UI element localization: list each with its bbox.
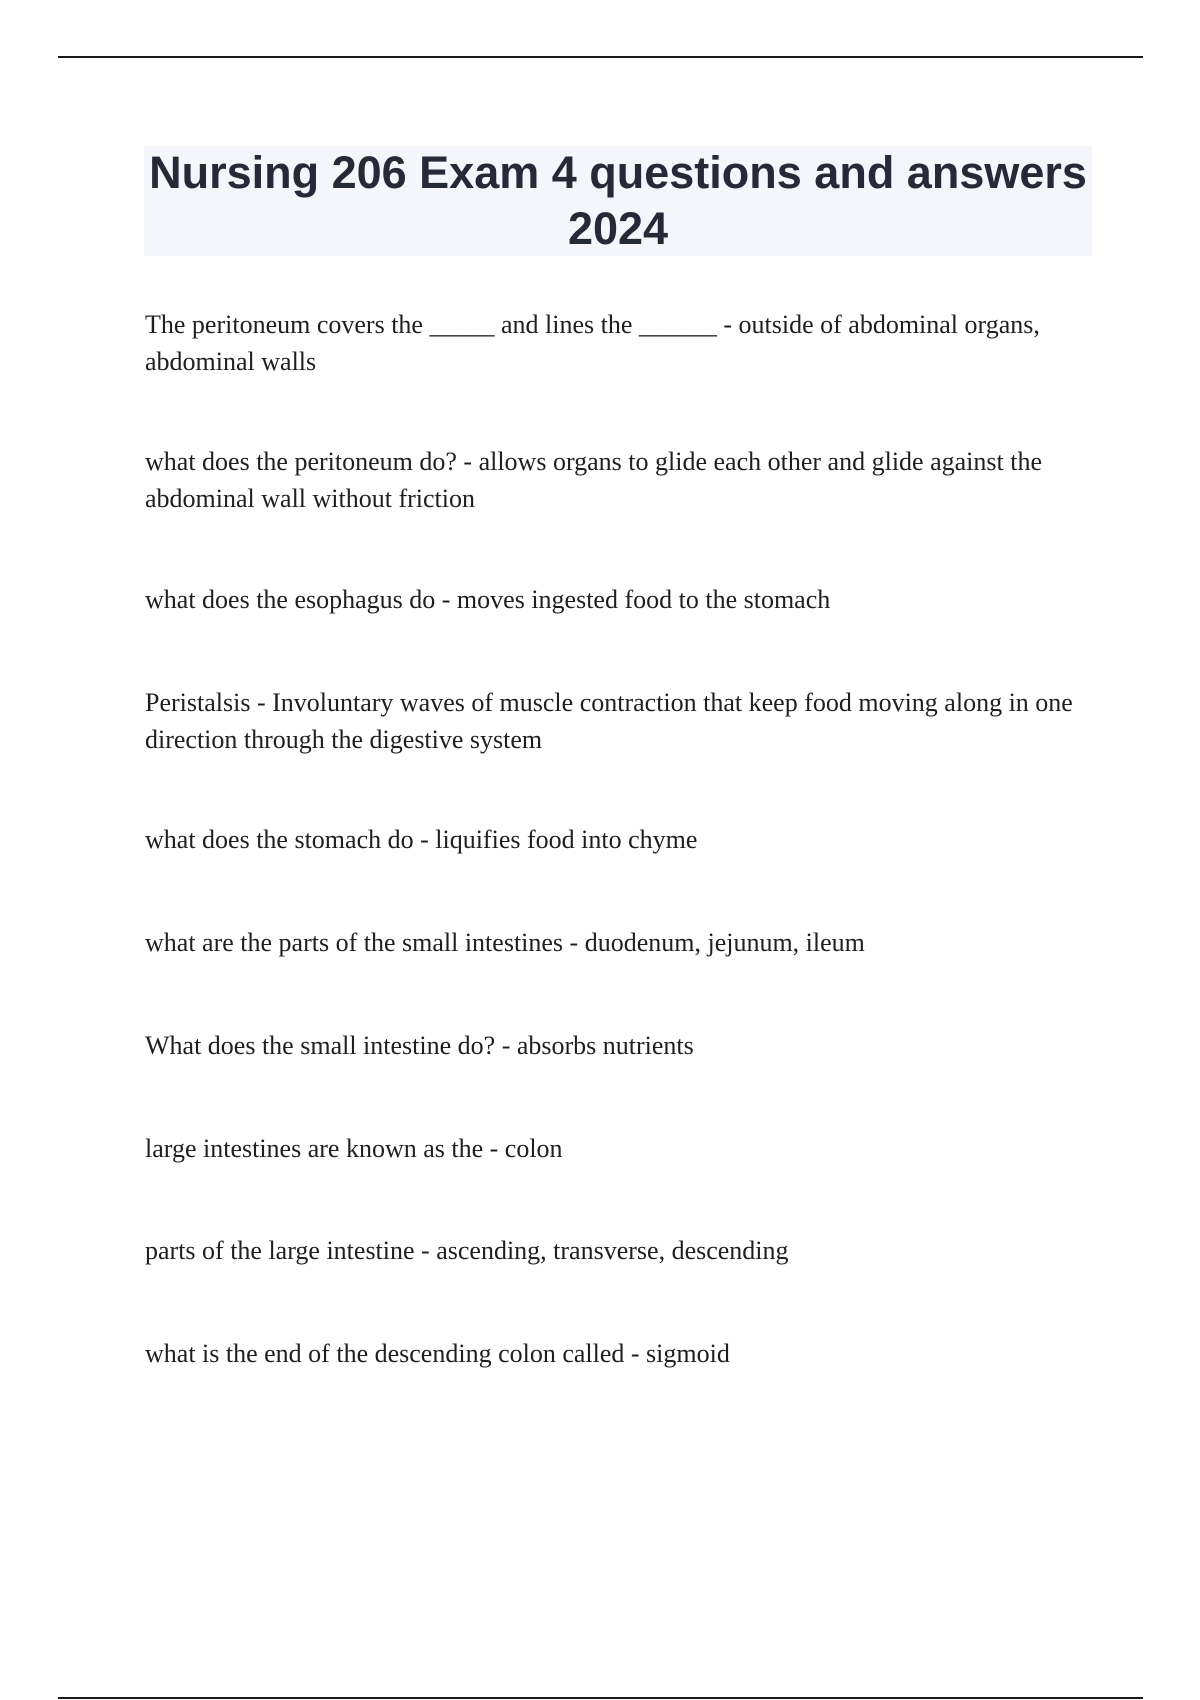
qa-item: what does the peritoneum do? - allows organs to glide each other and glide against the abdominal wall without friction xyxy=(145,447,1042,513)
qa-item: parts of the large intestine - ascending, transverse, descending xyxy=(145,1236,789,1265)
qa-item: what is the end of the descending colon called - sigmoid xyxy=(145,1339,730,1368)
qa-item: what does the esophagus do - moves ingested food to the stomach xyxy=(145,585,831,614)
qa-item: The peritoneum covers the _____ and lines the ______ - outside of abdominal organs, abdominal walls xyxy=(145,310,1040,376)
bottom-divider xyxy=(58,1697,1143,1699)
qa-item: what does the stomach do - liquifies food into chyme xyxy=(145,825,698,854)
qa-item: What does the small intestine do? - absorbs nutrients xyxy=(145,1031,694,1060)
qa-item: what are the parts of the small intestines - duodenum, jejunum, ileum xyxy=(145,928,865,957)
qa-item: Peristalsis - Involuntary waves of muscle contraction that keep food moving along in one direction through the digestive system xyxy=(145,688,1073,754)
qa-item: large intestines are known as the - colon xyxy=(145,1134,563,1163)
title-banner xyxy=(144,146,1092,256)
top-divider xyxy=(58,56,1143,58)
document-title: Nursing 206 Exam 4 questions and answers 2024 xyxy=(149,147,1087,254)
